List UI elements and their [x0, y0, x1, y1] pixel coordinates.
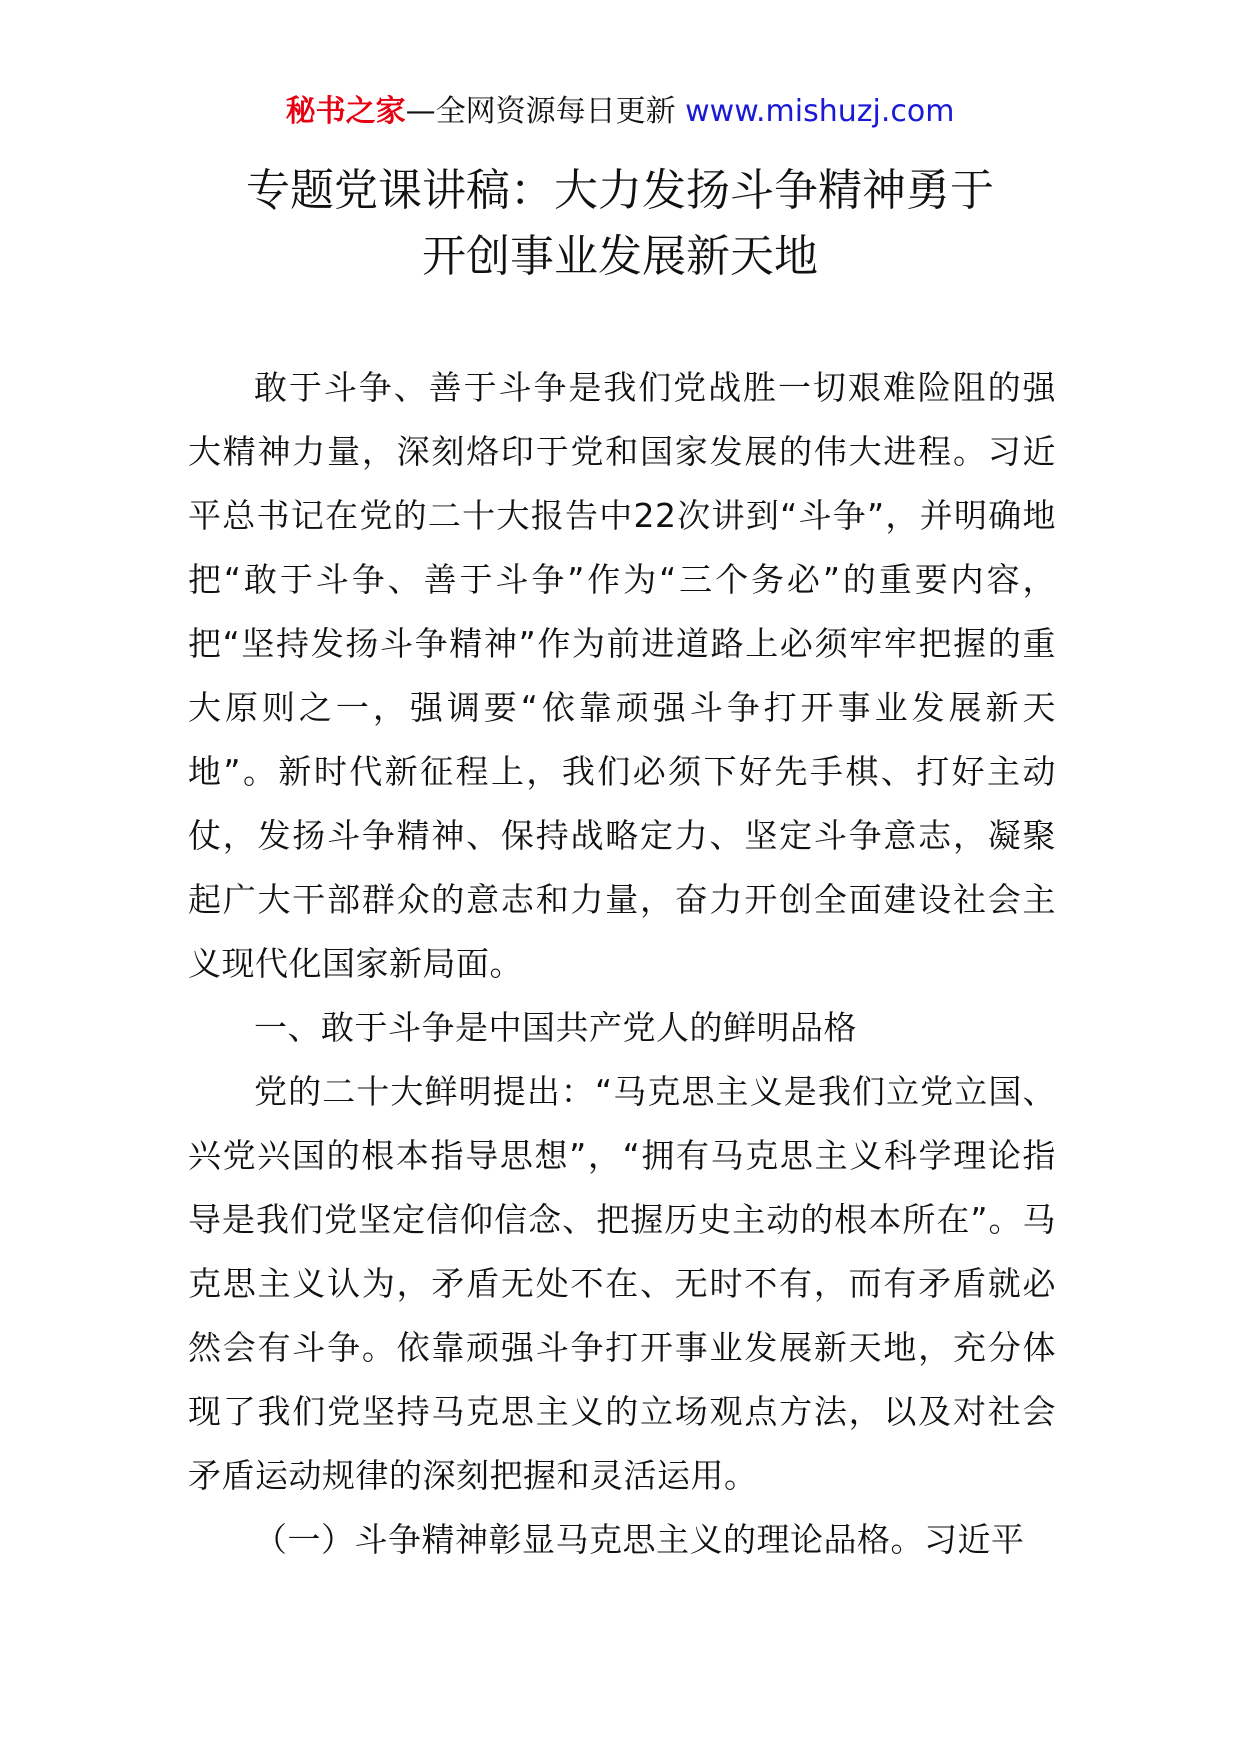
title-line-1: 专题党课讲稿：大力发扬斗争精神勇于: [246, 165, 994, 216]
paragraph-subsection-1: （一）斗争精神彰显马克思主义的理论品格。习近平: [254, 1520, 1025, 1559]
site-url-link[interactable]: www.mishuzj.com: [685, 94, 955, 129]
site-brand: 秘书之家: [285, 94, 406, 129]
document-body: [188, 356, 1056, 1572]
site-tagline: —全网资源每日更新: [405, 94, 676, 129]
document-title: [0, 158, 1240, 290]
site-header: [0, 92, 1240, 132]
paragraph-intro: 敢于斗争、善于斗争是我们党战胜一切艰难险阻的强大精神力量，深刻烙印于党和国家发展的伟大进程。习近平总书记在党的二十大报告中22次讲到“斗争”，并明确地把“敢于斗争、善于斗争”作为“三个务必”的重要内容，把“坚持发扬斗争精神”作为前进道路上必须牢牢把握的重大原则之一，强调要“依靠顽强斗争打开事业发展新天地”。新时代新征程上，我们必须下好先手棋、打好主动仗，发扬斗争精神、保持战略定力、坚定斗争意志，凝聚起广大干部群众的意志和力量，奋力开创全面建设社会主义现代化国家新局面。: [188, 368, 1056, 983]
section-heading-1: 一、敢于斗争是中国共产党人的鲜明品格: [254, 1008, 857, 1047]
title-line-2: 开创事业发展新天地: [422, 231, 818, 282]
paragraph-section-1: 党的二十大鲜明提出：“马克思主义是我们立党立国、兴党兴国的根本指导思想”，“拥有马克思主义科学理论指导是我们党坚定信仰信念、把握历史主动的根本所在”。马克思主义认为，矛盾无处不在、无时不有，而有矛盾就必然会有斗争。依靠顽强斗争打开事业发展新天地，充分体现了我们党坚持马克思主义的立场观点方法，以及对社会矛盾运动规律的深刻把握和灵活运用。: [188, 1072, 1056, 1495]
